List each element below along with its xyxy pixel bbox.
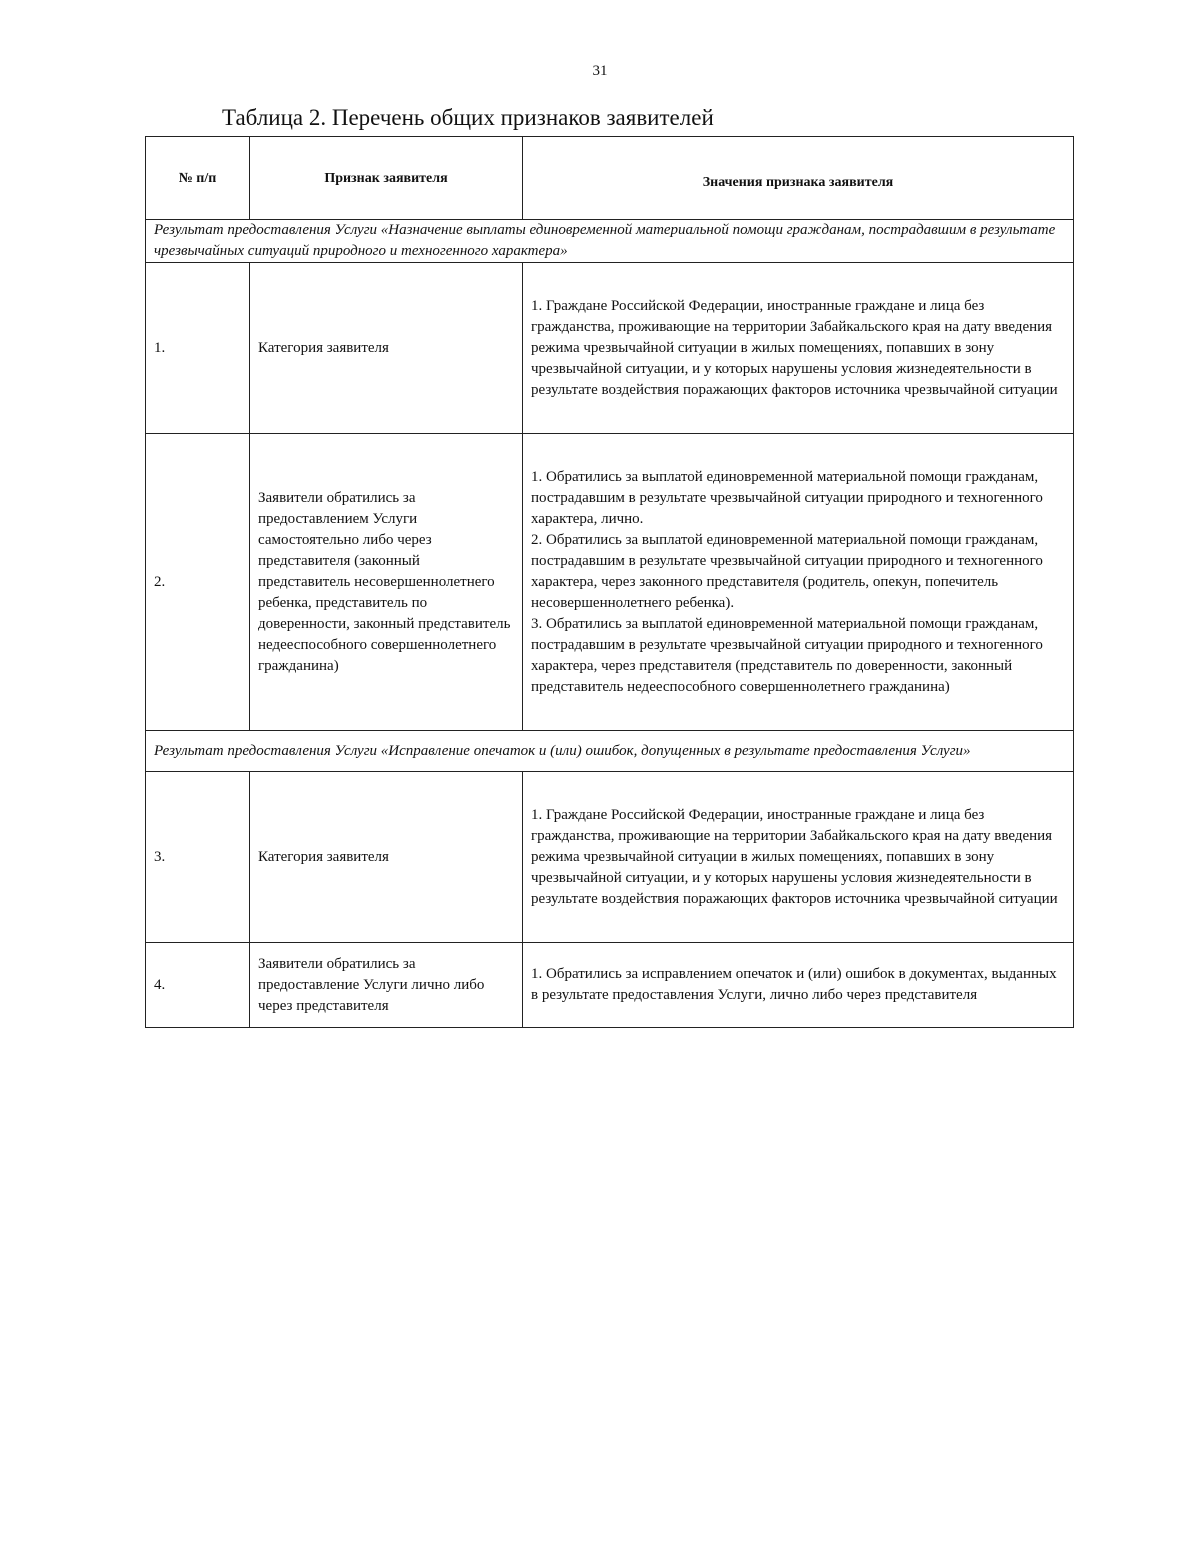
section-title: Результат предоставления Услуги «Исправление опечаток и (или) ошибок, допущенных в результате предоставления Услуги» <box>146 731 1074 772</box>
row-number: 2. <box>146 434 250 731</box>
row-number: 3. <box>146 772 250 943</box>
value-item: 1. Граждане Российской Федерации, иностранные граждане и лица без гражданства, проживающие на территории Забайкальского края на дату введения режима чрезвычайной ситуации в жилых помещениях, попавших в зону чрезвычайной ситуации, и у которых нарушены условия жизнедеятельности в результате воздействия поражающих факторов источника чрезвычайной ситуации <box>531 806 1058 907</box>
header-sign: Признак заявителя <box>250 137 523 220</box>
row-value <box>523 772 1074 943</box>
value-item: 3. Обратились за выплатой единовременной материальной помощи гражданам, пострадавшим в результате чрезвычайной ситуации природного и техногенного характера, через представителя (представитель по доверенности, законный представитель недееспособного совершеннолетнего гражданина) <box>531 615 1043 695</box>
row-number: 4. <box>146 943 250 1028</box>
row-value <box>523 943 1074 1028</box>
row-number: 1. <box>146 263 250 434</box>
row-value <box>523 434 1074 731</box>
row-sign: Категория заявителя <box>250 263 523 434</box>
table-row <box>146 434 1074 731</box>
applicant-attributes-table <box>145 136 1074 1028</box>
header-value: Значения признака заявителя <box>523 137 1074 220</box>
table-title: Таблица 2. Перечень общих признаков заявителей <box>222 105 714 130</box>
value-item: 1. Граждане Российской Федерации, иностранные граждане и лица без гражданства, проживающие на территории Забайкальского края на дату введения режима чрезвычайной ситуации в жилых помещениях, попавших в зону чрезвычайной ситуации, и у которых нарушены условия жизнедеятельности в результате воздействия поражающих факторов источника чрезвычайной ситуации <box>531 297 1058 398</box>
table-row <box>146 943 1074 1028</box>
value-item: 2. Обратились за выплатой единовременной материальной помощи гражданам, пострадавшим в результате чрезвычайной ситуации природного и техногенного характера, через законного представителя (родитель, опекун, попечитель несовершеннолетнего ребенка). <box>531 531 1043 611</box>
header-num: № п/п <box>146 137 250 220</box>
value-item: 1. Обратились за исправлением опечаток и (или) ошибок в документах, выданных в результате предоставления Услуги, лично либо через представителя <box>531 966 1057 1003</box>
table-row <box>146 772 1074 943</box>
row-sign: Заявители обратились за предоставление Услуги лично либо через представителя <box>250 943 523 1028</box>
section-row <box>146 220 1074 263</box>
table-header-row <box>146 137 1074 220</box>
value-item: 1. Обратились за выплатой единовременной материальной помощи гражданам, пострадавшим в результате чрезвычайной ситуации природного и техногенного характера, лично. <box>531 468 1043 527</box>
section-title: Результат предоставления Услуги «Назначение выплаты единовременной материальной помощи гражданам, пострадавшим в результате чрезвычайных ситуаций природного и техногенного характера» <box>146 220 1074 263</box>
table-row <box>146 263 1074 434</box>
section-row <box>146 731 1074 772</box>
row-value <box>523 263 1074 434</box>
row-sign: Категория заявителя <box>250 772 523 943</box>
page-number: 31 <box>592 63 608 79</box>
row-sign: Заявители обратились за предоставлением Услуги самостоятельно либо через представителя (законный представитель несовершеннолетнего ребенка, представитель по доверенности, законный представитель недееспособного совершеннолетнего гражданина) <box>250 434 523 731</box>
